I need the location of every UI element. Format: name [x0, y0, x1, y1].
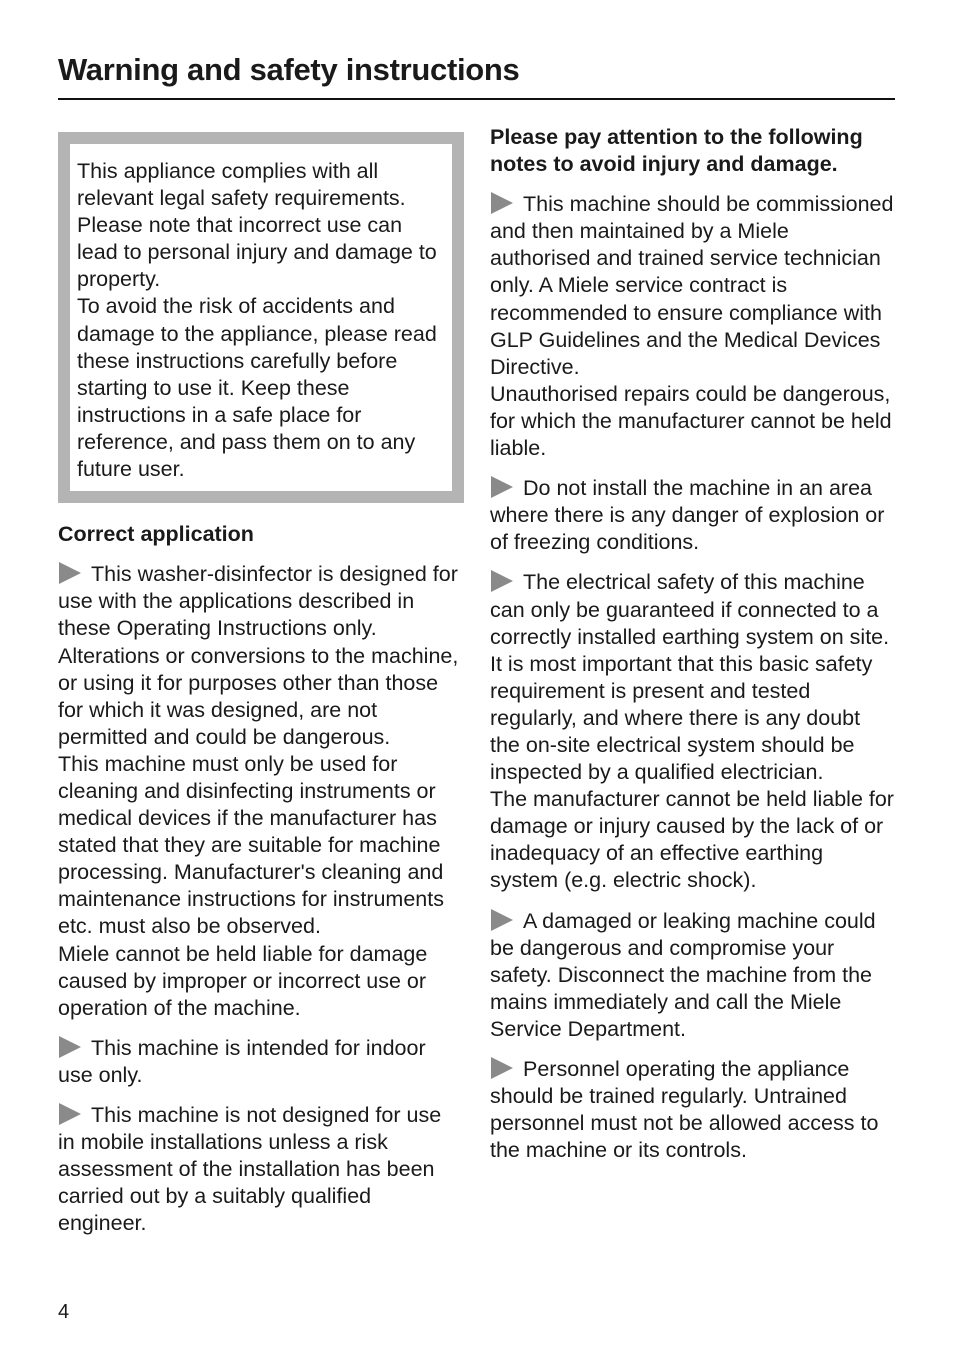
instruction-paragraph: Miele cannot be held liable for damage caused by improper or incorrect use or operation of the machine. — [58, 941, 428, 1020]
right-column — [490, 122, 895, 1177]
instruction-text: This machine is not designed for use in mobile installations unless a risk assessment of the installation has been carried out by a suitably qualified engineer. — [58, 1103, 442, 1236]
instruction-paragraph — [58, 561, 463, 751]
triangle-right-icon — [491, 570, 513, 592]
instruction-paragraph: Unauthorised repairs could be dangerous, for which the manufacturer cannot be held liable. — [490, 381, 892, 461]
page-title: Warning and safety instructions — [58, 52, 520, 87]
instruction-paragraph — [58, 1035, 463, 1089]
instruction-text: Do not install the machine in an area where there is any danger of explosion or of freezing conditions. — [490, 476, 885, 555]
instruction-text: The electrical safety of this machine can only be guaranteed if connected to a correctly installed earthing system on site. It is most important that this basic safety requirement is present and tested regularly, and where there is any doubt the on-site electrical system should be inspected by a qualified electrician. — [490, 570, 890, 785]
instruction-paragraph: The manufacturer cannot be held liable for damage or injury caused by the lack of or inadequacy of an effective earthing system (e.g. electric shock). — [490, 787, 894, 893]
instruction-text: This washer-disinfector is designed for use with the applications described in these Operating Instructions only. Alterations or conversions to the machine, or using it for purposes other than those for which it was designed, are not permitted and could be dangerous. — [58, 562, 459, 749]
page-number: 4 — [58, 1301, 70, 1323]
title-divider — [58, 98, 895, 100]
instruction-paragraph — [490, 1056, 895, 1164]
triangle-right-icon — [491, 909, 513, 931]
left-column — [58, 122, 463, 1250]
instruction-paragraph — [490, 475, 895, 556]
triangle-right-icon — [491, 1057, 513, 1079]
instruction-text: This machine should be commissioned and then maintained by a Miele authorised and trained service technician only. A Miele service contract is recommended to ensure compliance with GLP Guidelines and the Medical Devices Directive. — [490, 192, 894, 379]
instruction-item — [490, 1056, 895, 1164]
triangle-right-icon — [59, 562, 81, 584]
triangle-right-icon — [491, 476, 513, 498]
triangle-right-icon — [491, 192, 513, 214]
instruction-item — [490, 908, 895, 1043]
instruction-text: A damaged or leaking machine could be dangerous and compromise your safety. Disconnect the machine from the mains immediately and call the Miele Service Department. — [490, 908, 876, 1041]
instruction-paragraph — [490, 908, 895, 1043]
correct-application-heading: Correct application — [58, 522, 254, 547]
instruction-item — [58, 1102, 463, 1237]
instruction-paragraph — [490, 569, 895, 786]
instruction-item — [58, 561, 463, 1022]
notice-paragraph: This appliance complies with all relevant legal safety requirements. Please note that incorrect use can lead to personal injury and damage to property. — [77, 159, 437, 292]
instruction-item — [490, 191, 895, 462]
attention-heading: Please pay attention to the following notes to avoid injury and damage. — [490, 125, 863, 177]
safety-notice-box — [58, 132, 464, 503]
instruction-paragraph — [58, 1102, 463, 1237]
instruction-paragraph — [490, 191, 895, 381]
instruction-item — [58, 1035, 463, 1089]
triangle-right-icon — [59, 1103, 81, 1125]
instruction-text: Personnel operating the appliance should be trained regularly. Untrained personnel must not be allowed access to the machine or its controls. — [490, 1057, 879, 1163]
notice-paragraph: To avoid the risk of accidents and damage to the appliance, please read these instructions carefully before starting to use it. Keep these instructions in a safe place for reference, and pass them on to any future user. — [77, 294, 437, 482]
instruction-item — [490, 475, 895, 556]
triangle-right-icon — [59, 1036, 81, 1058]
instruction-item — [490, 569, 895, 894]
instruction-paragraph: This machine must only be used for cleaning and disinfecting instruments or medical devices if the manufacturer has stated that they are suitable for machine processing. Manufacturer's cleaning and maintenance instructions for instruments etc. must also be observed. — [58, 751, 444, 939]
instruction-text: This machine is intended for indoor use only. — [58, 1035, 426, 1087]
